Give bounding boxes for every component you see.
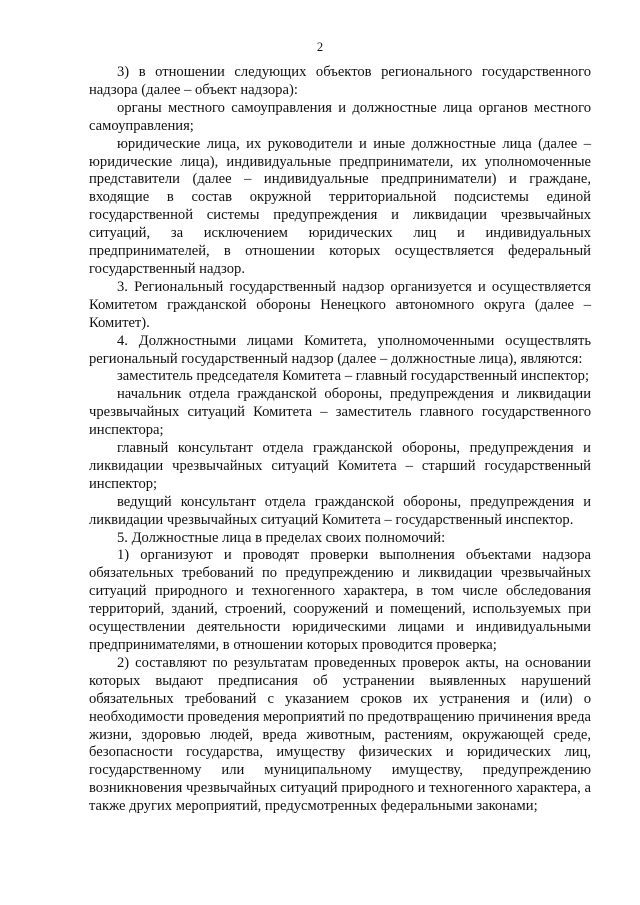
paragraph-5-powers: 5. Должностные лица в пределах своих полномочий:: [117, 529, 446, 546]
document-body: [89, 64, 591, 816]
paragraph-3-organization: 3. Региональный государственный надзор организуется и осуществляется Комитетом гражданской обороны Ненецкого автономного округа (далее – Комитет).: [89, 278, 591, 331]
page-number: 2: [316, 40, 324, 54]
paragraph-chief-consultant: главный консультант отдела гражданской обороны, предупреждения и ликвидации чрезвычайных ситуаций Комитета – старший государственный инспектор;: [89, 440, 591, 492]
paragraph-item-3-objects: 3) в отношении следующих объектов регионального государственного надзора (далее – объект надзора):: [89, 64, 591, 98]
paragraph-local-government: органы местного самоуправления и должностные лица органов местного самоуправления;: [89, 99, 591, 134]
paragraph-legal-entities: юридические лица, их руководители и иные должностные лица (далее – юридические лица), индивидуальные предприниматели, их уполномоченные представители (далее – индивидуальные предприниматели) и граждане, входящие в состав окружной территориальной подсистемы единой государственной системы предупреждения и ликвидации чрезвычайных ситуаций, за исключением юридических лиц и индивидуальных предпринимателей, в отношении которых осуществляется федеральный государственный надзор.: [89, 135, 591, 277]
paragraph-power-1-inspections: 1) организуют и проводят проверки выполнения объектами надзора обязательных требований по предупреждению и ликвидации чрезвычайных ситуаций природного и техногенного характера, в том числе обследования территорий, зданий, строений, сооружений и помещений, используемых при осуществлении деятельности юридическими лицами и индивидуальными предпринимателями, в отношении которых проводится проверка;: [89, 547, 591, 653]
paragraph-department-head: начальник отдела гражданской обороны, предупреждения и ликвидации чрезвычайных ситуаций Комитета – заместитель главного государственного инспектора;: [89, 386, 591, 439]
paragraph-4-officials: 4. Должностными лицами Комитета, уполномоченными осуществлять региональный государственный надзор (далее – должностные лица), являются:: [89, 332, 591, 367]
paragraph-deputy-chairman: заместитель председателя Комитета – главный государственный инспектор;: [117, 368, 590, 385]
paragraph-power-2-acts: 2) составляют по результатам проведенных проверок акты, на основании которых выдают предписания об устранении выявленных нарушений обязательных требований с указанием сроков их устранения и (или) о необходимости проведения мероприятий по предотвращению причинения вреда жизни, здоровью людей, вреда животным, растениям, окружающей среде, безопасности государства, имуществу физических и юридических лиц, государственному или муниципальному имуществу, предупреждению возникновения чрезвычайных ситуаций природного и техногенного характера, а также других мероприятий, предусмотренных федеральными законами;: [89, 654, 591, 815]
paragraph-leading-consultant: ведущий консультант отдела гражданской обороны, предупреждения и ликвидации чрезвычайных ситуаций Комитета – государственный инспектор.: [89, 493, 591, 528]
